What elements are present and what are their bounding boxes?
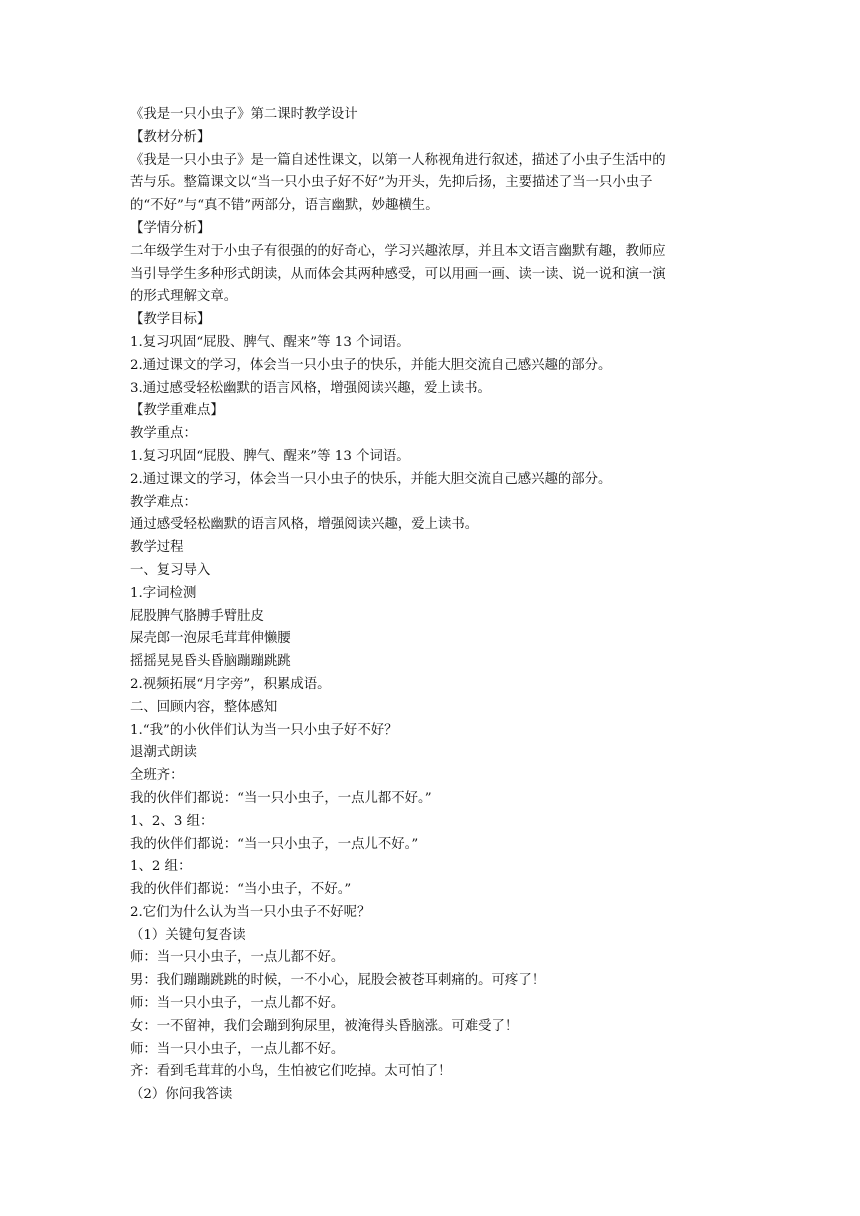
process-line: 1.“我”的小伙伴们认为当一只小虫子好不好？ [130, 722, 398, 738]
process-line: 2.视频拓展“月字旁”，积累成语。 [130, 676, 331, 692]
process-line: 师：当一只小虫子，一点儿都不好。 [130, 996, 345, 1012]
paragraph-line: 的“不好”与“真不错”两部分，语言幽默，妙趣横生。 [130, 198, 439, 214]
subheading-difficulties: 教学难点： [130, 494, 197, 510]
subheading-key-points: 教学重点： [130, 426, 197, 442]
process-line: （2）你问我答读 [130, 1087, 233, 1103]
process-line: 二、回顾内容，整体感知 [130, 699, 278, 715]
list-item: 3.通过感受轻松幽默的语言风格，增强阅读兴趣，爱上读书。 [130, 380, 491, 396]
process-line: 1、2 组： [130, 859, 192, 875]
process-line: 全班齐： [130, 768, 184, 784]
process-line: 一、复习导入 [130, 562, 211, 578]
document-page [130, 104, 730, 1107]
process-line: （1）关键句复沓读 [130, 927, 246, 943]
process-line: 屁股脾气胳膊手臂肚皮 [130, 608, 264, 624]
paragraph-line: 当引导学生多种形式朗读，从而体会其两种感受，可以用画一画、读一读、说一说和演一演 [130, 266, 666, 282]
process-line: 摇摇晃晃昏头昏脑蹦蹦跳跳 [130, 654, 291, 670]
process-line: 退潮式朗读 [130, 745, 197, 761]
section-heading-textbook-analysis: 【教材分析】 [130, 129, 211, 145]
paragraph-line: 苦与乐。整篇课文以“当一只小虫子好不好”为开头，先抑后扬，主要描述了当一只小虫子 [130, 175, 653, 191]
list-item: 1.复习巩固“屁股、脾气、醒来”等 13 个词语。 [130, 334, 410, 350]
section-heading-key-points: 【教学重难点】 [130, 403, 224, 419]
process-line: 女：一不留神，我们会蹦到狗尿里，被淹得头昏脑涨。可难受了！ [130, 1018, 519, 1034]
section-heading-teaching-process: 教学过程 [130, 540, 184, 556]
paragraph-line: 二年级学生对于小虫子有很强的的好奇心，学习兴趣浓厚，并且本文语言幽默有趣，教师应 [130, 243, 666, 259]
section-heading-student-analysis: 【学情分析】 [130, 220, 211, 236]
list-item: 2.通过课文的学习，体会当一只小虫子的快乐，并能大胆交流自己感兴趣的部分。 [130, 357, 612, 373]
process-line: 屎壳郎一泡尿毛茸茸伸懒腰 [130, 631, 291, 647]
process-line: 我的伙伴们都说：“当一只小虫子，一点儿不好。” [130, 836, 419, 852]
process-line: 我的伙伴们都说：“当一只小虫子，一点儿都不好。” [130, 790, 432, 806]
paragraph-line: 通过感受轻松幽默的语言风格，增强阅读兴趣，爱上读书。 [130, 517, 479, 533]
process-line: 1、2、3 组： [130, 813, 214, 829]
process-line: 男：我们蹦蹦跳跳的时候，一不小心，屁股会被苍耳刺痛的。可疼了！ [130, 973, 546, 989]
process-line: 1.字词检测 [130, 585, 197, 601]
process-line: 师：当一只小虫子，一点儿都不好。 [130, 950, 345, 966]
process-line: 齐：看到毛茸茸的小鸟，生怕被它们吃掉。太可怕了！ [130, 1064, 452, 1080]
section-heading-teaching-goals: 【教学目标】 [130, 312, 211, 328]
process-line: 师：当一只小虫子，一点儿都不好。 [130, 1041, 345, 1057]
paragraph-line: 《我是一只小虫子》是一篇自述性课文，以第一人称视角进行叙述，描述了小虫子生活中的 [130, 152, 666, 168]
document-title: 《我是一只小虫子》第二课时教学设计 [130, 107, 358, 122]
paragraph-line: 的形式理解文章。 [130, 289, 238, 305]
process-line: 2.它们为什么认为当一只小虫子不好呢？ [130, 904, 371, 920]
list-item: 2.通过课文的学习，体会当一只小虫子的快乐，并能大胆交流自己感兴趣的部分。 [130, 471, 612, 487]
list-item: 1.复习巩固“屁股、脾气、醒来”等 13 个词语。 [130, 448, 410, 464]
process-line: 我的伙伴们都说：“当小虫子，不好。” [130, 882, 352, 898]
